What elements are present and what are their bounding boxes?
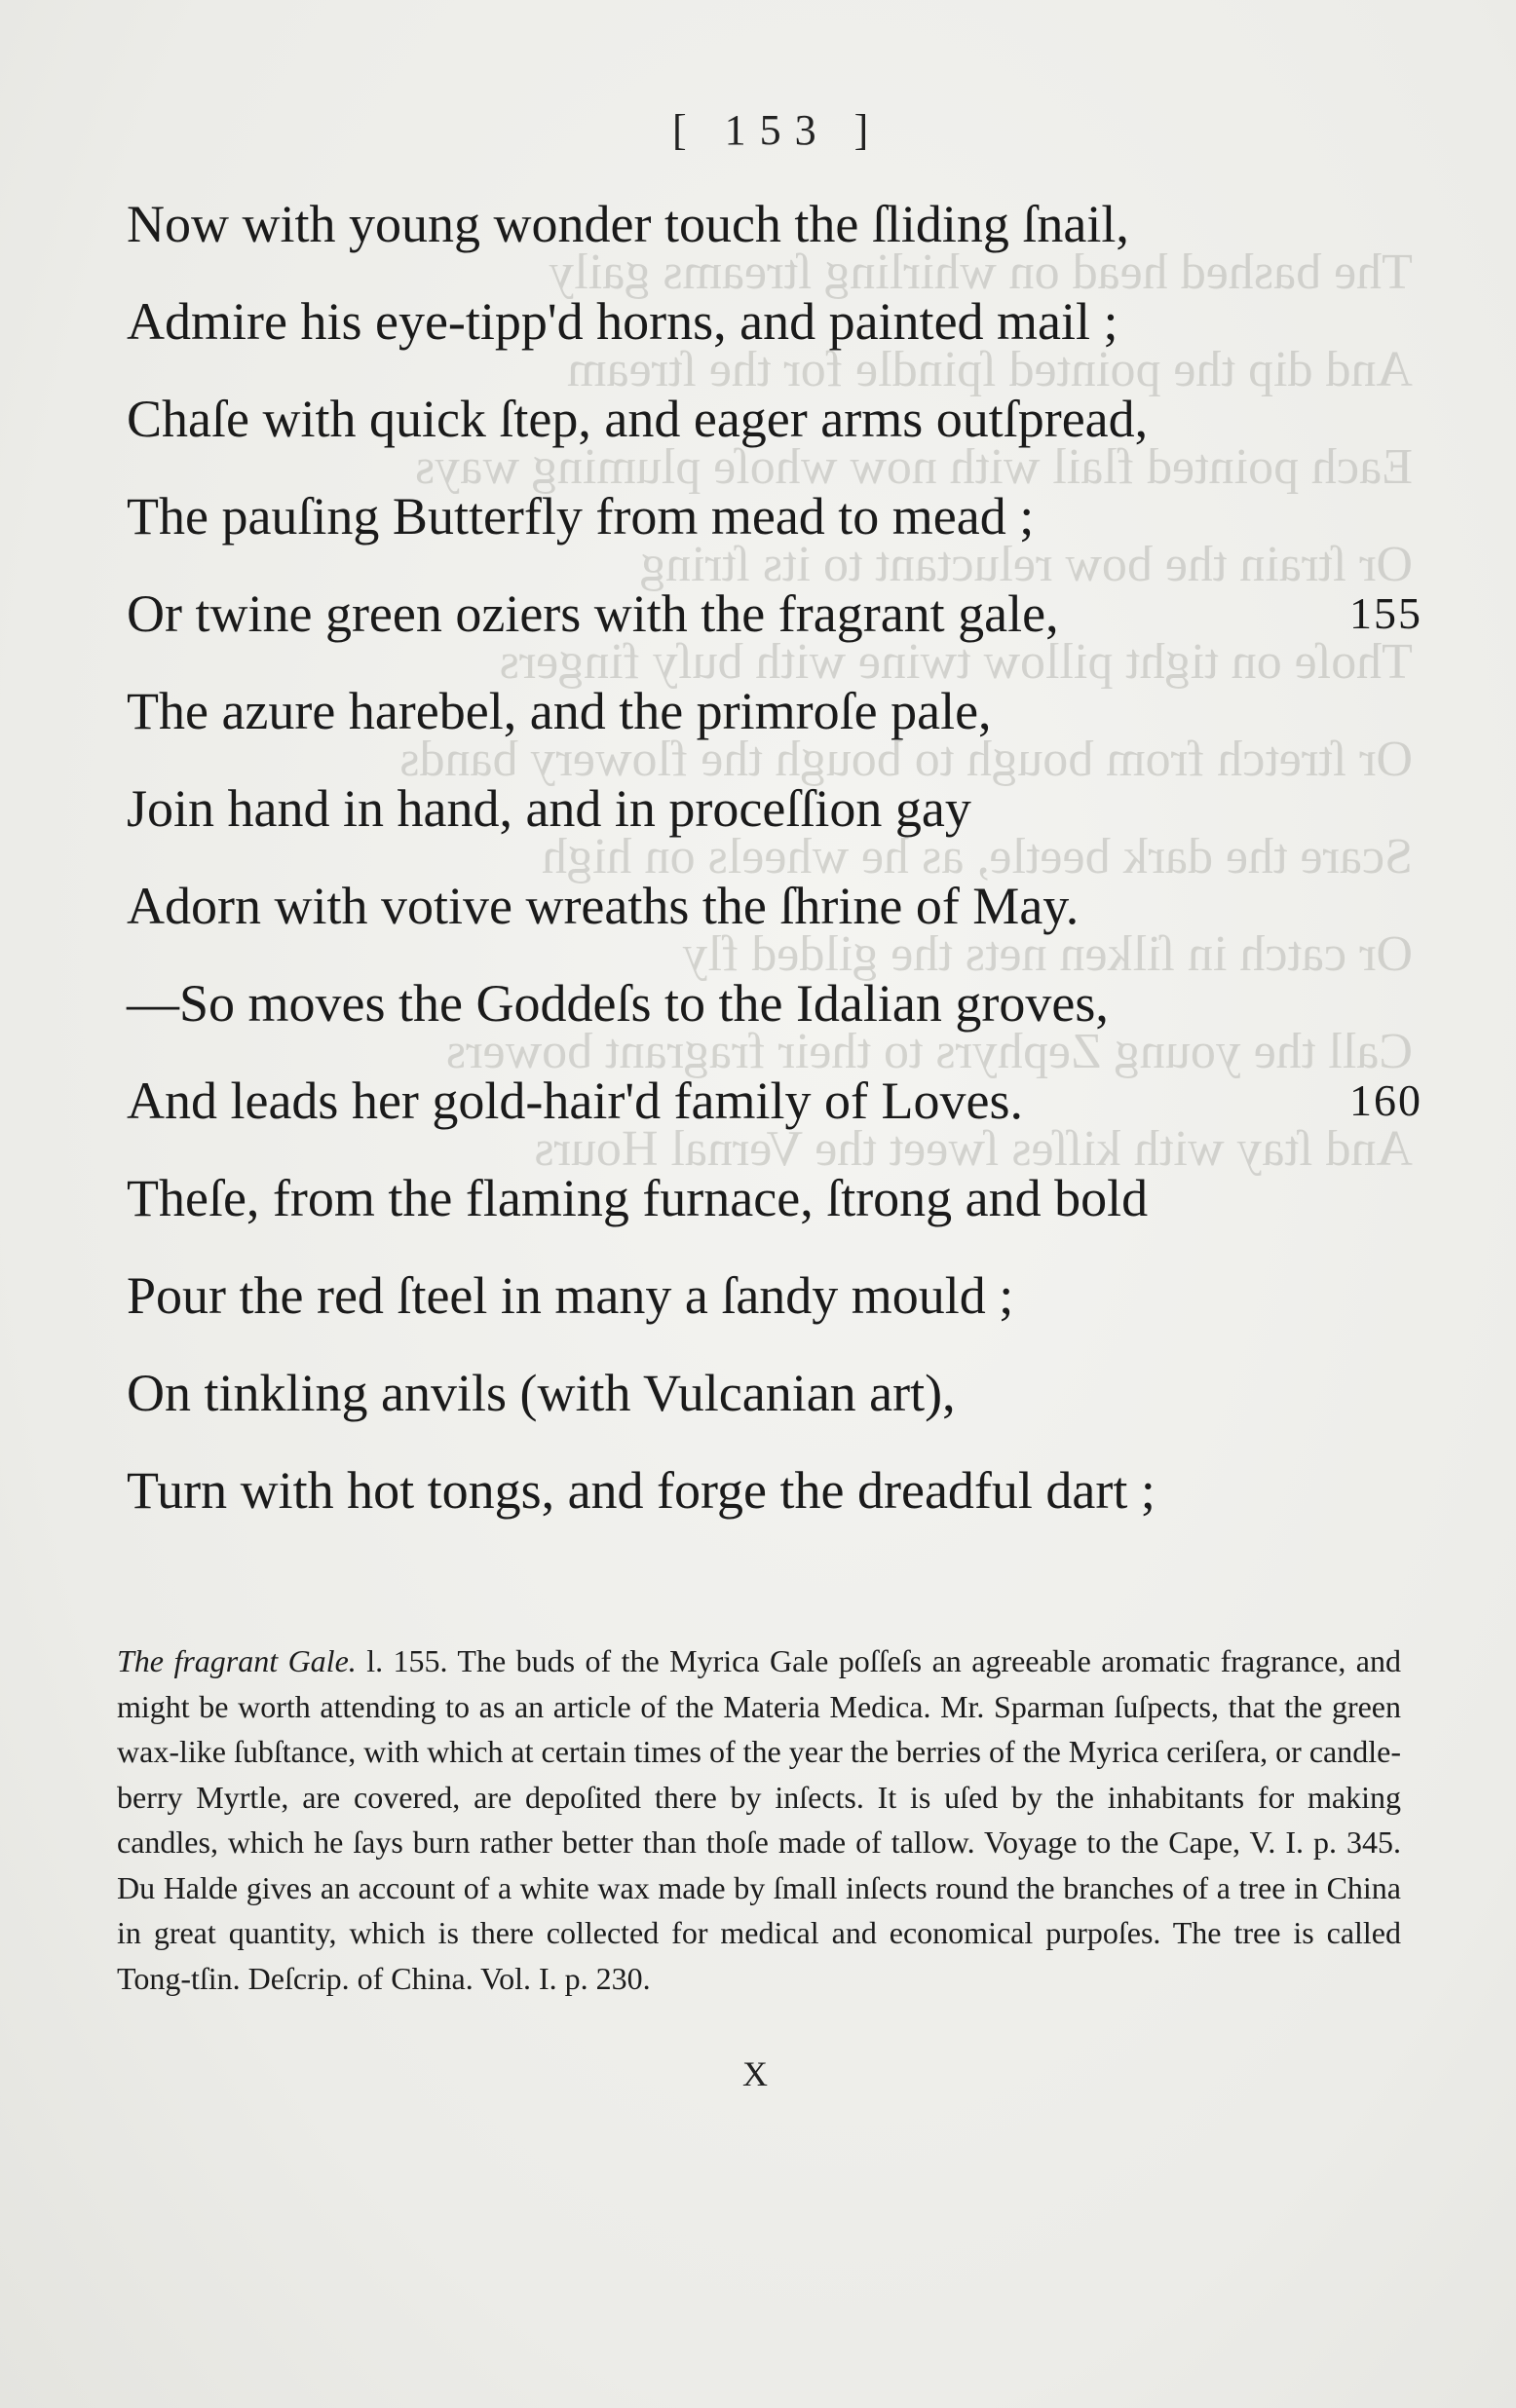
page-number: [ 153 ] xyxy=(672,106,883,154)
verse-line xyxy=(127,565,1422,662)
verse-line xyxy=(127,1344,1422,1442)
line-number: 160 xyxy=(1349,1075,1422,1125)
signature-mark: X xyxy=(742,2054,768,2093)
footnote-title: The fragrant Gale. xyxy=(117,1643,357,1678)
line-number: 155 xyxy=(1349,588,1422,638)
verse-line xyxy=(127,1247,1422,1344)
verse-line xyxy=(127,1052,1422,1149)
verse-line xyxy=(127,662,1422,760)
verse-line xyxy=(127,273,1422,370)
footnote-body: l. 155. The buds of the Myrica Gale poſſeſs an agreeable aromatic fragrance, and might be worth attending to as an article of the Materia Medica. Mr. Sparman ſuſpects, that the green wax-like ſubſtance, with which at certain times of the year the berries of the Myrica ceriſera, or candle-berry Myrtle, are covered, are depoſited there by inſects. It is uſed by the inhabitants for making candles, which he ſays burn rather better than thoſe made of tallow. Voyage to the Cape, V. I. p. 345. Du Halde gives an account of a white wax made by ſmall inſects round the branches of a tree in China in great quantity, which is there collected for medical and economical purpoſes. The tree is called Tong-tſin. Deſcrip. of China. Vol. I. p. 230. xyxy=(117,1643,1402,1996)
verse-line-text: On tinkling anvils (with Vulcanian art), xyxy=(127,1364,956,1422)
verse-line-text: Adorn with votive wreaths the ſhrine of May. xyxy=(127,877,1080,935)
verse-line xyxy=(127,1442,1422,1539)
verse-line-text: Admire his eye-tipp'd horns, and painted mail ; xyxy=(127,292,1118,351)
verse-line-text: Or twine green oziers with the fragrant gale, xyxy=(127,584,1059,643)
verse-line-text: And leads her gold-hair'd family of Loves. xyxy=(127,1072,1023,1130)
verse-line-text: —So moves the Goddeſs to the Idalian groves, xyxy=(127,974,1109,1033)
verse-line xyxy=(127,370,1422,468)
verse-line xyxy=(127,955,1422,1052)
bleed-through-decoration: The bashed head on whirling ſtreams gaily And dip the pointed ſpindle for the ſtream Each pointed flail with now whoſe pluming ways Or ſtrain the bow reluctant to its ſtring Thoſe on tight pillow twine with buſy fingers Or ſtretch from bough to bough the flowery bands Scare the dark beetle, as he wheels on high Or catch in ſilken nets the gilded fly Call the young Zephyrs to their fragrant bowers And ſtay with kiſſes ſweet the Vernal Hours xyxy=(399,245,1413,1177)
verse-line xyxy=(127,468,1422,565)
verse-line-text: Join hand in hand, and in proceſſion gay xyxy=(127,779,971,838)
footnote xyxy=(117,1638,1401,2001)
verse-line-text: Turn with hot tongs, and forge the dreadful dart ; xyxy=(127,1461,1156,1520)
verse-line xyxy=(127,1149,1422,1247)
verse-line-text: The pauſing Butterfly from mead to mead ; xyxy=(127,487,1035,546)
verse-line-text: Theſe, from the flaming furnace, ſtrong and bold xyxy=(127,1169,1149,1227)
verse-block xyxy=(127,175,1422,1539)
verse-line xyxy=(127,857,1422,955)
verse-line-text: Chaſe with quick ſtep, and eager arms outſpread, xyxy=(127,390,1149,448)
verse-line-text: Pour the red ſteel in many a ſandy mould ; xyxy=(127,1266,1014,1325)
verse-line xyxy=(127,760,1422,857)
verse-line-text: The azure harebel, and the primroſe pale, xyxy=(127,682,992,740)
verse-line-text: Now with young wonder touch the ſliding ſnail, xyxy=(127,195,1129,253)
verse-line xyxy=(127,175,1422,273)
